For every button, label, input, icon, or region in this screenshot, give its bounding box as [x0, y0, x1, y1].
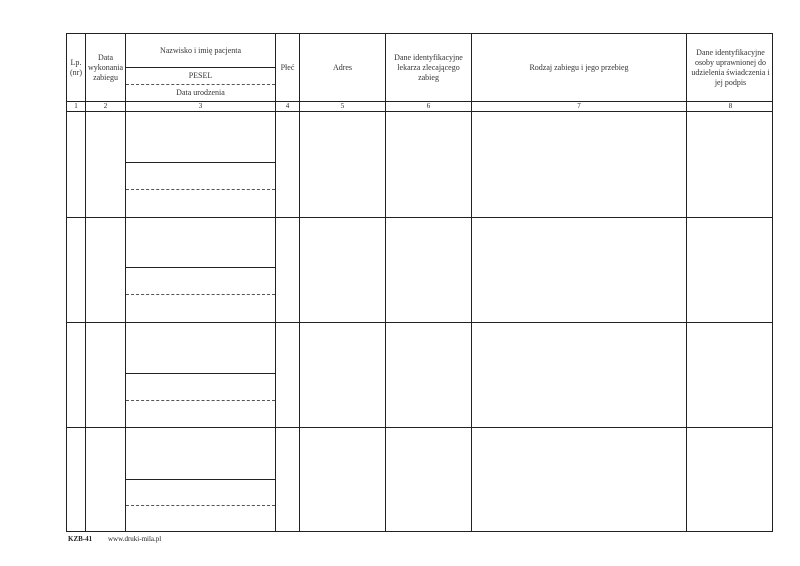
column-number: 3: [198, 102, 203, 110]
row-pesel-dashed-line: [126, 505, 275, 506]
row-name-line: [126, 267, 275, 268]
row-separator: [67, 217, 772, 218]
row-name-line: [126, 162, 275, 163]
header-lp: Lp. (nr): [70, 57, 82, 77]
column-number: 2: [103, 102, 108, 110]
row-name-line: [126, 479, 275, 480]
publisher-url: www.druki-mila.pl: [108, 535, 162, 543]
header-plec: Płeć: [280, 62, 295, 72]
column-number: 6: [426, 102, 431, 110]
row-pesel-dashed-line: [126, 189, 275, 190]
header-nazwisko: Nazwisko i imię pacjenta: [159, 46, 242, 55]
header-rodzaj-zabiegu: Rodzaj zabiegu i jego przebieg: [529, 62, 629, 72]
row-pesel-dashed-line: [126, 294, 275, 295]
numbering-bottom-line: [67, 111, 772, 112]
header-pesel: PESEL: [188, 70, 213, 80]
header-data-urodzenia: Data urodzenia: [176, 88, 225, 97]
column-number: 7: [577, 102, 581, 110]
row-separator: [67, 322, 772, 323]
row-name-line: [126, 373, 275, 374]
register-form: [66, 33, 773, 532]
form-code: KZB-41: [68, 535, 93, 543]
header-adres: Adres: [332, 62, 353, 72]
header-osoba-uprawniona: Dane identyfikacyjne osoby uprawnionej do udzielenia świadczenia i jej podpis: [691, 47, 770, 87]
column-number: 5: [340, 102, 345, 110]
row-separator: [67, 427, 772, 428]
column-number: 4: [285, 102, 290, 110]
row-pesel-dashed-line: [126, 400, 275, 401]
header-data-wykonania: Data wykonania zabiegu: [87, 52, 124, 82]
column-number: 1: [74, 102, 78, 110]
column-number: 8: [728, 102, 733, 110]
header-lekarz: Dane identyfikacyjne lekarza zlecającego zabieg: [394, 52, 463, 82]
